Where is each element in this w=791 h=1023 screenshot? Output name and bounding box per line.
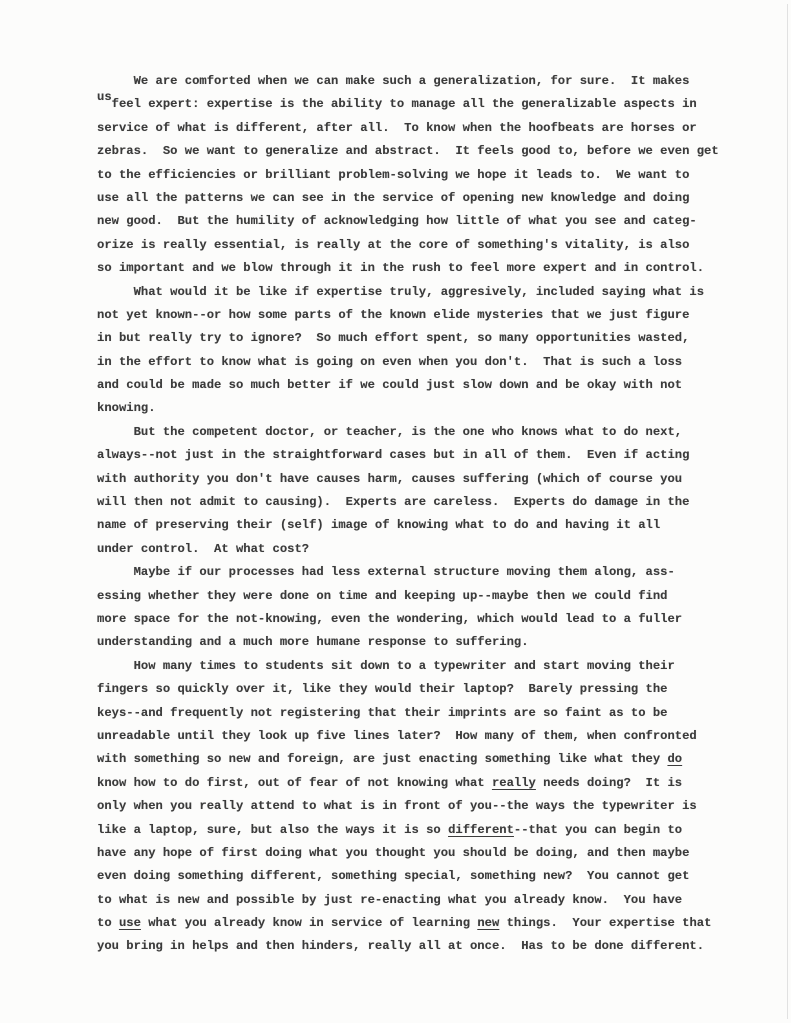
text-segment: not yet known--or how some parts of the known elide mysteries that we just figure (97, 307, 690, 322)
text-segment: zebras. So we want to generalize and abstract. It feels good to, before we even get (97, 144, 719, 159)
text-line (97, 538, 757, 561)
text-segment: what you already know in service of learning (140, 916, 478, 931)
text-line (97, 842, 757, 865)
text-line (97, 468, 757, 491)
text-segment: How many times to students sit down to a typewriter and start moving their (97, 658, 675, 673)
text-segment: only when you really attend to what is in front of you--the ways the typewriter is (97, 799, 697, 814)
text-line (97, 304, 757, 327)
text-line (97, 421, 757, 444)
text-segment: service of what is different, after all. To know when the hoofbeats are horses or (97, 120, 697, 135)
text-line (97, 912, 757, 935)
text-segment: in but really try to ignore? So much effort spent, so many opportunities wasted, (97, 331, 690, 346)
text-line (97, 351, 757, 374)
text-line (97, 702, 757, 725)
text-line (97, 444, 757, 467)
text-line (97, 374, 757, 397)
text-segment: in the effort to know what is going on even when you don't. That is such a loss (97, 354, 683, 369)
text-line (97, 725, 757, 748)
text-line (97, 257, 757, 280)
text-line (97, 678, 757, 701)
text-segment: like a laptop, sure, but also the ways it is so (97, 822, 449, 837)
text-line (97, 819, 757, 842)
text-line (97, 795, 757, 818)
text-segment: will then not admit to causing). Experts are careless. Experts do damage in the (97, 495, 690, 510)
text-line (97, 865, 757, 888)
text-line (97, 327, 757, 350)
inserted-correction-text: us (97, 90, 112, 105)
text-line (97, 514, 757, 537)
text-line (97, 935, 757, 958)
text-segment: have any hope of first doing what you thought you should be doing, and then maybe (97, 845, 690, 860)
text-line (97, 281, 757, 304)
text-line (97, 187, 757, 210)
text-line (97, 90, 757, 116)
text-segment: needs doing? It is (535, 775, 683, 790)
text-segment: you bring in helps and then hinders, really all at once. Has to be done different. (97, 939, 705, 954)
text-segment: What would it be like if expertise truly, aggresively, included saying what is (97, 284, 705, 299)
typewritten-text-block (97, 70, 757, 959)
text-segment: more space for the not-knowing, even the wondering, which would lead to a fuller (97, 611, 683, 626)
text-line (97, 397, 757, 420)
text-segment: Maybe if our processes had less external structure moving them along, ass- (97, 565, 675, 580)
text-line (97, 561, 757, 584)
text-segment: to what is new and possible by just re-enacting what you already know. You have (97, 892, 683, 907)
text-segment: orize is really essential, is really at the core of something's vitality, is also (97, 237, 690, 252)
text-segment: to (97, 916, 119, 931)
text-line (97, 234, 757, 257)
text-segment: knowing. (97, 401, 156, 416)
text-segment: and could be made so much better if we could just slow down and be okay with not (97, 378, 683, 393)
text-line (97, 117, 757, 140)
text-segment: fingers so quickly over it, like they would their laptop? Barely pressing the (97, 682, 668, 697)
text-line (97, 772, 757, 795)
text-segment: name of preserving their (self) image of knowing what to do and having it all (97, 518, 661, 533)
text-segment: so important and we blow through it in the rush to feel more expert and in control. (97, 261, 705, 276)
text-segment: under control. At what cost? (97, 541, 310, 556)
text-segment: essing whether they were done on time and keeping up--maybe then we could find (97, 588, 668, 603)
text-segment: use all the patterns we can see in the service of opening new knowledge and doing (97, 190, 690, 205)
text-segment: feel expert: expertise is the ability to manage all the generalizable aspects in (111, 97, 697, 112)
text-line (97, 889, 757, 912)
text-segment: with something so new and foreign, are just enacting something like what they (97, 752, 668, 767)
text-segment: keys--and frequently not registering that their imprints are so faint as to be (97, 705, 668, 720)
text-line (97, 70, 757, 93)
underlined-text: use (118, 916, 141, 931)
text-segment: things. Your expertise that (499, 916, 712, 931)
text-segment: to the efficiencies or brilliant problem-solving we hope it leads to. We want to (97, 167, 690, 182)
text-segment: understanding and a much more humane response to suffering. (97, 635, 529, 650)
underlined-text: really (491, 775, 536, 790)
text-line (97, 585, 757, 608)
text-segment: We are comforted when we can make such a generalization, for sure. It makes (97, 74, 690, 88)
text-line (97, 748, 757, 771)
text-line (97, 140, 757, 163)
text-segment: new good. But the humility of acknowledging how little of what you see and categ- (97, 214, 697, 229)
text-segment: unreadable until they look up five lines later? How many of them, when confronted (97, 728, 697, 743)
underlined-text: do (667, 752, 683, 767)
text-segment: always--not just in the straightforward cases but in all of them. Even if acting (97, 448, 690, 463)
text-segment: even doing something different, something special, something new? You cannot get (97, 869, 690, 884)
text-segment: with authority you don't have causes harm, causes suffering (which of course you (97, 471, 683, 486)
text-line (97, 608, 757, 631)
text-line (97, 631, 757, 654)
scan-edge-line (787, 4, 789, 1019)
text-line (97, 491, 757, 514)
text-line (97, 164, 757, 187)
text-line (97, 210, 757, 233)
text-segment: know how to do first, out of fear of not knowing what (97, 775, 492, 790)
text-segment: But the competent doctor, or teacher, is the one who knows what to do next, (97, 424, 683, 439)
underlined-text: different (448, 822, 514, 837)
text-segment: --that you can begin to (513, 822, 683, 837)
text-line (97, 655, 757, 678)
underlined-text: new (477, 916, 500, 931)
